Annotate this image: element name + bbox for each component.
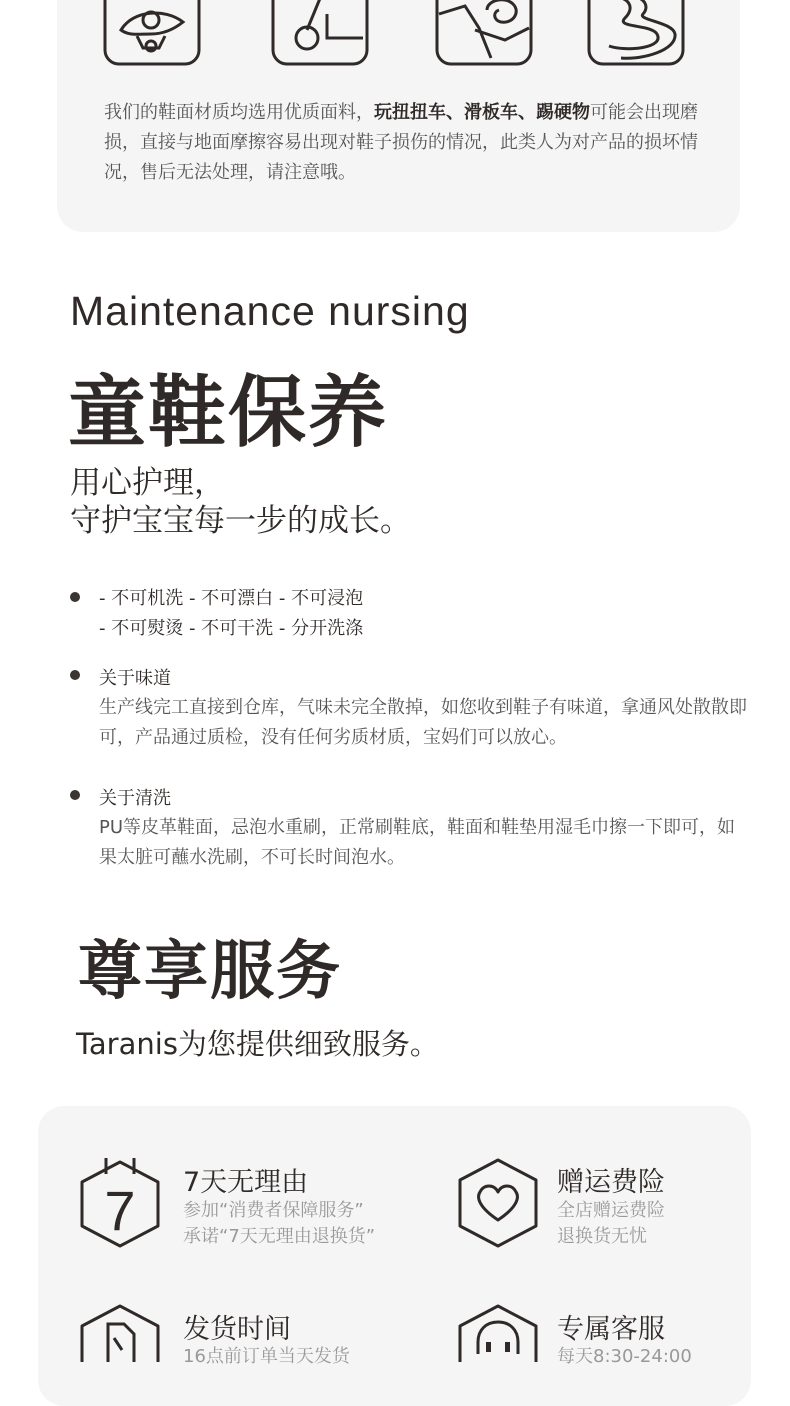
smell-body: 生产线完工直接到仓库，气味未完全散掉，如您收到鞋子有味道，拿通风处散散即可，产品通过质检，没有任何劣质材质，宝妈们可以放心。 [99, 697, 747, 748]
scooter-icon [271, 0, 369, 66]
service-desc-return-1: 参加“消费者保障服务” [183, 1200, 364, 1221]
maintenance-title-cn: 童鞋保养 [68, 368, 389, 458]
care-rules-line-2: - 不可熨烫 - 不可干洗 - 分开洗涤 [99, 618, 364, 639]
wash-title: 关于清洗 [99, 788, 171, 809]
heart-hexagon-icon [456, 1156, 540, 1250]
maintenance-slogan: 用心护理， 守护宝宝每一步的成长。 [70, 465, 411, 539]
service-desc-insurance-2: 退换货无忧 [557, 1226, 647, 1247]
twisting-car-icon [587, 0, 685, 66]
bullet-dot [70, 592, 80, 602]
service-desc-return-2: 承诺“7天无理由退换货” [183, 1226, 376, 1247]
bullet-dot [70, 790, 80, 800]
service-name-return: 7天无理由 [183, 1167, 309, 1198]
service-desc-shipping-1: 16点前订单当天发货 [183, 1346, 350, 1367]
seven-day-number: 7 [104, 1179, 136, 1242]
service-title: 尊享服务 [78, 935, 342, 1009]
service-name-insurance: 赠运费险 [557, 1167, 665, 1198]
care-rules-line-1: - 不可机洗 - 不可漂白 - 不可浸泡 [99, 588, 364, 609]
service-name-support: 专属客服 [557, 1314, 665, 1345]
shipping-document-icon [78, 1302, 162, 1362]
service-desc-insurance-1: 全店赠运费险 [557, 1200, 665, 1221]
service-subtitle: Taranis为您提供细致服务。 [76, 1027, 439, 1061]
maintenance-title-en: Maintenance nursing [70, 288, 470, 334]
customer-service-icon [456, 1302, 540, 1362]
service-desc-support-1: 每天8:30-24:00 [557, 1346, 692, 1367]
kicking-hard-object-icon [435, 0, 533, 66]
child-slide-icon [103, 0, 201, 66]
damage-warning-text: 我们的鞋面材质均选用优质面料，玩扭扭车、滑板车、踢硬物可能会出现磨损，直接与地面摩擦容易出现对鞋子损伤的情况，此类人为对产品的损坏情况，售后无法处理，请注意哦。 [104, 102, 698, 183]
bullet-dot [70, 670, 80, 680]
service-name-shipping: 发货时间 [183, 1314, 291, 1345]
wash-body: PU等皮革鞋面，忌泡水重刷，正常刷鞋底，鞋面和鞋垫用湿毛巾擦一下即可，如果太脏可蘸水洗刷，不可长时间泡水。 [99, 817, 736, 868]
seven-day-calendar-icon [78, 1156, 162, 1250]
smell-title: 关于味道 [99, 668, 171, 689]
